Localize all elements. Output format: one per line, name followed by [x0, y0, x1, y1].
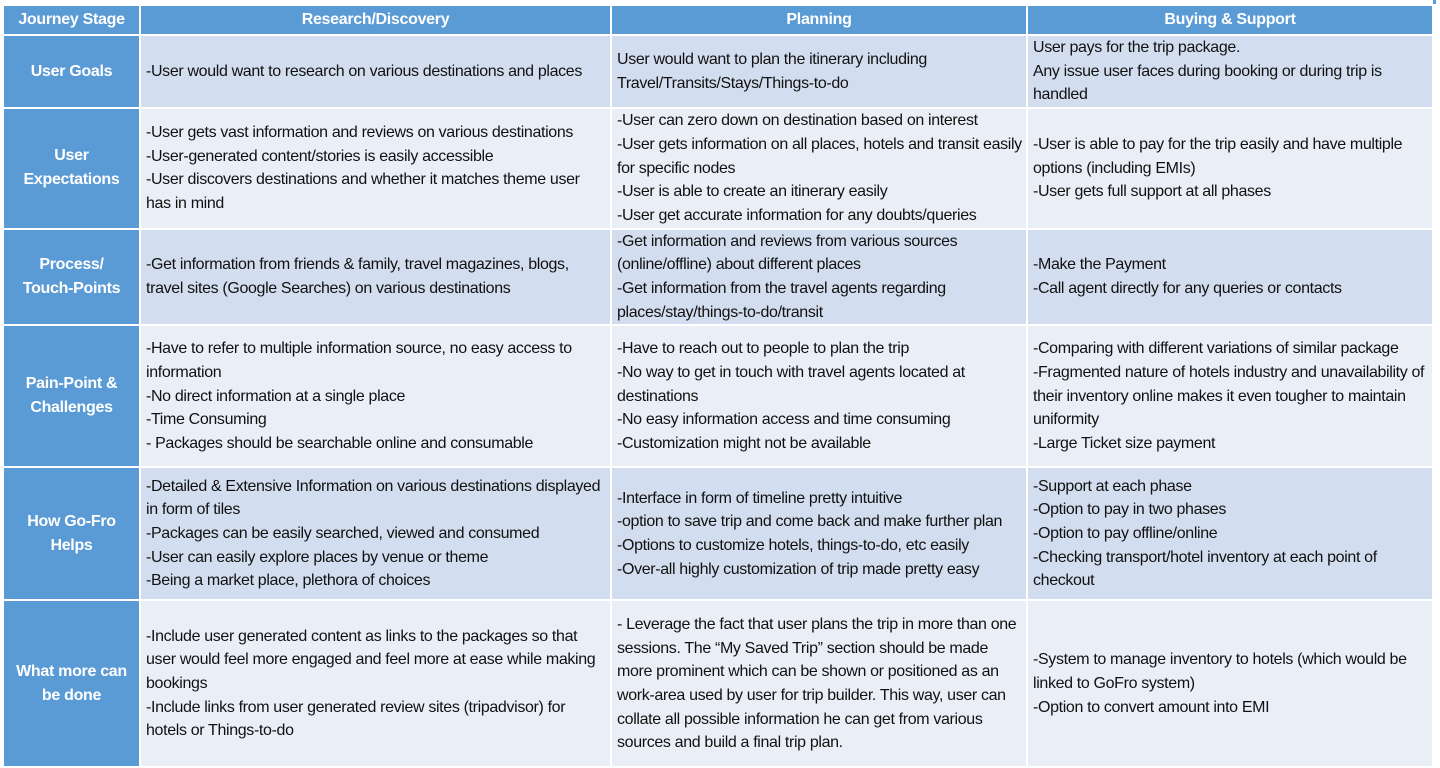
cell-text-line: -Option to pay in two phases [1033, 501, 1226, 519]
stage-label-line: Pain-Point & [25, 375, 118, 393]
stage-label-user-goals [4, 36, 139, 107]
cell-what-more-can-be-done-planning [612, 601, 1026, 766]
cell-what-more-can-be-done-research-discovery [141, 601, 610, 766]
stage-label-line: How Go-Fro [27, 512, 116, 530]
cell-text-line: -Get information and reviews from various sources (online/offline) about different places [617, 232, 958, 274]
cell-text-line: -Have to refer to multiple information source, no easy access to information [146, 340, 572, 381]
cell-text-line: -User get accurate information for any doubts/queries [617, 206, 977, 224]
header-buying-support: Buying & Support [1028, 6, 1432, 34]
cell-text-line: -Customization might not be available [617, 434, 871, 452]
cell-text-line: -Make the Payment [1033, 256, 1166, 274]
table-row-user-goals [4, 36, 1432, 107]
cell-text-line: -Being a market place, plethora of choices [146, 572, 431, 590]
stage-label-user-expectations [4, 109, 139, 228]
stage-label-line: Expectations [23, 171, 120, 189]
cell-text-line: -Over-all highly customization of trip made pretty easy [617, 560, 980, 578]
stage-label-line: Challenges [30, 399, 113, 417]
cell-user-goals-research-discovery [141, 36, 610, 107]
stage-label-line: be done [41, 686, 102, 704]
stage-label-line: Helps [50, 536, 93, 554]
cell-text-line: -Option to convert amount into EMI [1033, 698, 1270, 716]
header-research-discovery: Research/Discovery [141, 6, 610, 34]
stage-label-line: Touch-Points [22, 280, 121, 298]
cell-text-line: -User is able to pay for the trip easily and have multiple options (including EMIs) [1033, 135, 1403, 177]
cell-text-line: -User can easily explore places by venue or theme [146, 548, 489, 566]
cell-process-touch-points-buying-support [1028, 230, 1432, 325]
cell-text-line: -Fragmented nature of hotels industry and unavailability of their inventory online makes it even tougher to maintain uniformity [1033, 363, 1425, 429]
cell-text-line: -Packages can be easily searched, viewed and consumed [146, 525, 540, 543]
cell-text-line: -User gets information on all places, hotels and transit easily for specific nodes [617, 135, 1022, 177]
cell-text-line: -Include links from user generated review sites (tripadvisor) for hotels or Things-to-do [146, 698, 566, 740]
cell-text-line: User would want to plan the itinerary including Travel/Transits/Stays/Things-to-do [617, 50, 927, 92]
stage-label-line: What more can [16, 662, 127, 680]
stage-label-line: User Goals [30, 62, 113, 80]
cell-text-line: -Large Ticket size payment [1033, 434, 1216, 452]
cell-text-line: -User would want to research on various destinations and places [146, 62, 582, 80]
cell-user-goals-buying-support [1028, 36, 1432, 107]
cell-text-line: -Option to pay offline/online [1033, 525, 1218, 543]
cell-user-expectations-research-discovery [141, 109, 610, 228]
cell-user-goals-planning [612, 36, 1026, 107]
cell-text-line: -Comparing with different variations of similar package [1033, 340, 1399, 358]
cell-text-line: -User-generated content/stories is easily accessible [146, 147, 494, 165]
cell-text-line: -Have to reach out to people to plan the trip [617, 340, 910, 358]
cell-text-line: -Call agent directly for any queries or contacts [1033, 280, 1342, 298]
cell-text-line: -User gets full support at all phases [1033, 183, 1271, 201]
cell-how-gofro-helps-buying-support [1028, 468, 1432, 599]
cell-pain-points-challenges-planning [612, 326, 1026, 466]
cell-text-line: - Leverage the fact that user plans the trip in more than one sessions. The “My Saved Trip” section should be made more prominent which can be shown or positioned as an work-area used by user for trip builder. This way, user can collate all possible information he can get from various sources and build a final trip plan. [617, 615, 1017, 752]
cell-text-line: -Include user generated content as links to the packages so that user would feel more engaged and feel more at ease while making bookings [146, 627, 596, 693]
cell-process-touch-points-research-discovery [141, 230, 610, 325]
header-journey-stage: Journey Stage [4, 6, 139, 34]
table-row-user-expectations [4, 109, 1432, 228]
cell-text-line: -Detailed & Extensive Information on various destinations displayed in form of tiles [146, 477, 601, 519]
journey-map-table [2, 4, 1434, 768]
cell-text-line: -Get information from friends & family, travel magazines, blogs, travel sites (Google Searches) on various destinations [146, 256, 569, 298]
cell-text-line: -Options to customize hotels, things-to-do, etc easily [617, 536, 969, 554]
cell-text-line: -User discovers destinations and whether it matches theme user has in mind [146, 171, 580, 213]
cell-text-line: User pays for the trip package. [1033, 39, 1241, 56]
table-row-process-touch-points [4, 230, 1432, 325]
cell-user-expectations-planning [612, 109, 1026, 228]
cell-what-more-can-be-done-buying-support [1028, 601, 1432, 766]
stage-label-line: Process/ [39, 256, 104, 274]
table-row-pain-points-challenges [4, 326, 1432, 466]
stage-label-process-touch-points [4, 230, 139, 325]
cell-how-gofro-helps-research-discovery [141, 468, 610, 599]
stage-label-how-gofro-helps [4, 468, 139, 599]
cell-text-line: -Checking transport/hotel inventory at each point of checkout [1033, 548, 1377, 590]
cell-text-line: -Interface in form of timeline pretty intuitive [617, 489, 903, 507]
cell-text-line: -No easy information access and time consuming [617, 411, 951, 429]
cell-text-line: - Packages should be searchable online and consumable [146, 434, 534, 452]
cell-process-touch-points-planning [612, 230, 1026, 325]
cell-pain-points-challenges-buying-support [1028, 326, 1432, 466]
stage-label-line: User [54, 147, 89, 165]
cell-text-line: Any issue user faces during booking or during trip is handled [1033, 62, 1382, 104]
cell-user-expectations-buying-support [1028, 109, 1432, 228]
stage-label-pain-points-challenges [4, 326, 139, 466]
table-row-how-gofro-helps [4, 468, 1432, 599]
cell-text-line: -Get information from the travel agents regarding places/stay/things-to-do/transit [617, 280, 946, 321]
table-row-what-more-can-be-done [4, 601, 1432, 766]
cell-text-line: -User is able to create an itinerary easily [617, 183, 888, 201]
cell-pain-points-challenges-research-discovery [141, 326, 610, 466]
cell-text-line: -No way to get in touch with travel agents located at destinations [617, 363, 965, 405]
stage-label-what-more-can-be-done [4, 601, 139, 766]
cell-text-line: -Time Consuming [146, 411, 267, 429]
cell-text-line: -Support at each phase [1033, 477, 1192, 495]
cell-text-line: -No direct information at a single place [146, 387, 406, 405]
cell-text-line: -option to save trip and come back and make further plan [617, 513, 1003, 531]
cell-text-line: -User gets vast information and reviews on various destinations [146, 123, 574, 141]
cell-text-line: -User can zero down on destination based on interest [617, 112, 978, 130]
header-planning: Planning [612, 6, 1026, 34]
cell-how-gofro-helps-planning [612, 468, 1026, 599]
header-row [4, 6, 1432, 34]
cell-text-line: -System to manage inventory to hotels (which would be linked to GoFro system) [1033, 651, 1407, 693]
